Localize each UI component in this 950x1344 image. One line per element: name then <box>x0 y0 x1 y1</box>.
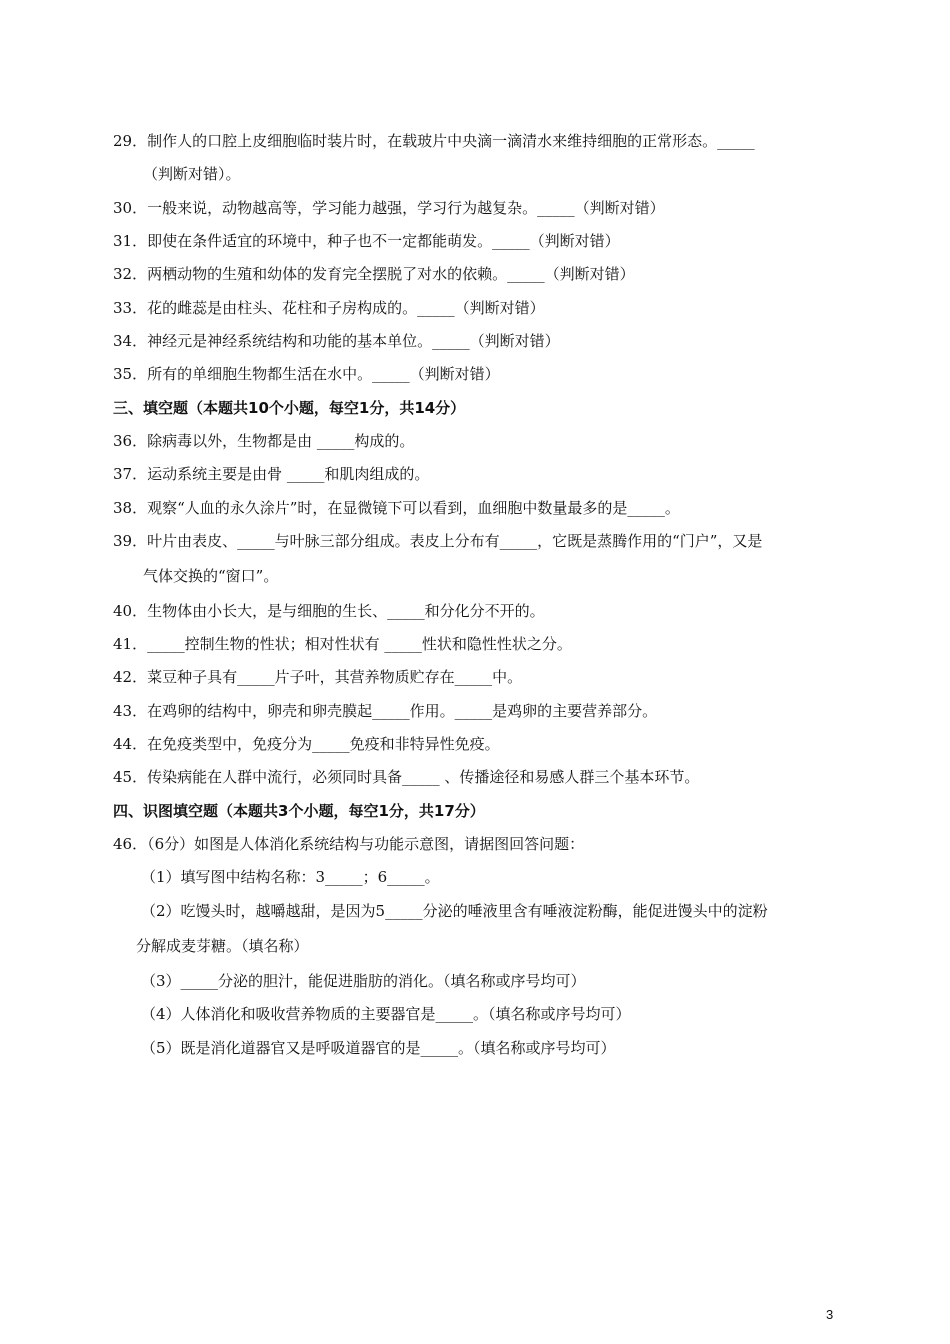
question-30: 30．一般来说，动物越高等，学习能力越强，学习行为越复杂。_____（判断对错） <box>113 199 665 217</box>
question-31: 31．即使在条件适宜的环境中，种子也不一定都能萌发。_____（判断对错） <box>113 232 620 250</box>
question-46-part-2-continuation: 分解成麦芽糖。（填名称） <box>136 937 309 955</box>
question-46-part-1: （1）填写图中结构名称：3_____；6_____。 <box>141 868 440 886</box>
question-41: 41．_____控制生物的性状；相对性状有 _____性状和隐性性状之分。 <box>113 635 572 653</box>
question-33: 33．花的雌蕊是由柱头、花柱和子房构成的。_____（判断对错） <box>113 299 545 317</box>
question-46-part-3: （3）_____分泌的胆汁，能促进脂肪的消化。（填名称或序号均可） <box>141 972 586 990</box>
question-43: 43．在鸡卵的结构中，卵壳和卵壳膜起_____作用。_____是鸡卵的主要营养部分。 <box>113 702 658 720</box>
question-32: 32．两栖动物的生殖和幼体的发育完全摆脱了对水的依赖。_____（判断对错） <box>113 265 635 283</box>
question-46: 46．（6分）如图是人体消化系统结构与功能示意图，请据图回答问题： <box>113 835 585 853</box>
question-29-continuation: （判断对错）。 <box>143 165 241 183</box>
page-number: 3 <box>826 1307 834 1322</box>
question-44: 44．在免疫类型中，免疫分为_____免疫和非特异性免疫。 <box>113 735 500 753</box>
question-46-part-5: （5）既是消化道器官又是呼吸道器官的是_____。（填名称或序号均可） <box>141 1039 616 1057</box>
question-39: 39．叶片由表皮、_____与叶脉三部分组成。表皮上分布有_____，它既是蒸腾作用的“门户”，又是 <box>113 532 763 550</box>
section-3-heading: 三、填空题（本题共10个小题，每空1分，共14分） <box>113 399 466 417</box>
question-37: 37．运动系统主要是由骨 _____和肌肉组成的。 <box>113 465 430 483</box>
question-39-continuation: 气体交换的“窗口”。 <box>143 567 279 585</box>
question-35: 35．所有的单细胞生物都生活在水中。_____（判断对错） <box>113 365 500 383</box>
question-29: 29．制作人的口腔上皮细胞临时装片时，在载玻片中央滴一滴清水来维持细胞的正常形态。_____ <box>113 132 755 150</box>
question-45: 45．传染病能在人群中流行，必须同时具备_____ 、传播途径和易感人群三个基本环节。 <box>113 768 700 786</box>
question-40: 40．生物体由小长大，是与细胞的生长、_____和分化分不开的。 <box>113 602 545 620</box>
question-42: 42．菜豆种子具有_____片子叶，其营养物质贮存在_____中。 <box>113 668 523 686</box>
section-4-heading: 四、识图填空题（本题共3个小题，每空1分，共17分） <box>113 802 485 820</box>
question-46-part-2: （2）吃馒头时，越嚼越甜，是因为5_____分泌的唾液里含有唾液淀粉酶，能促进馒头中的淀粉 <box>141 902 768 920</box>
question-46-part-4: （4）人体消化和吸收营养物质的主要器官是_____。（填名称或序号均可） <box>141 1005 631 1023</box>
question-38: 38．观察“人血的永久涂片”时，在显微镜下可以看到，血细胞中数量最多的是_____。 <box>113 499 680 517</box>
question-34: 34．神经元是神经系统结构和功能的基本单位。_____（判断对错） <box>113 332 560 350</box>
question-36: 36．除病毒以外，生物都是由 _____构成的。 <box>113 432 415 450</box>
